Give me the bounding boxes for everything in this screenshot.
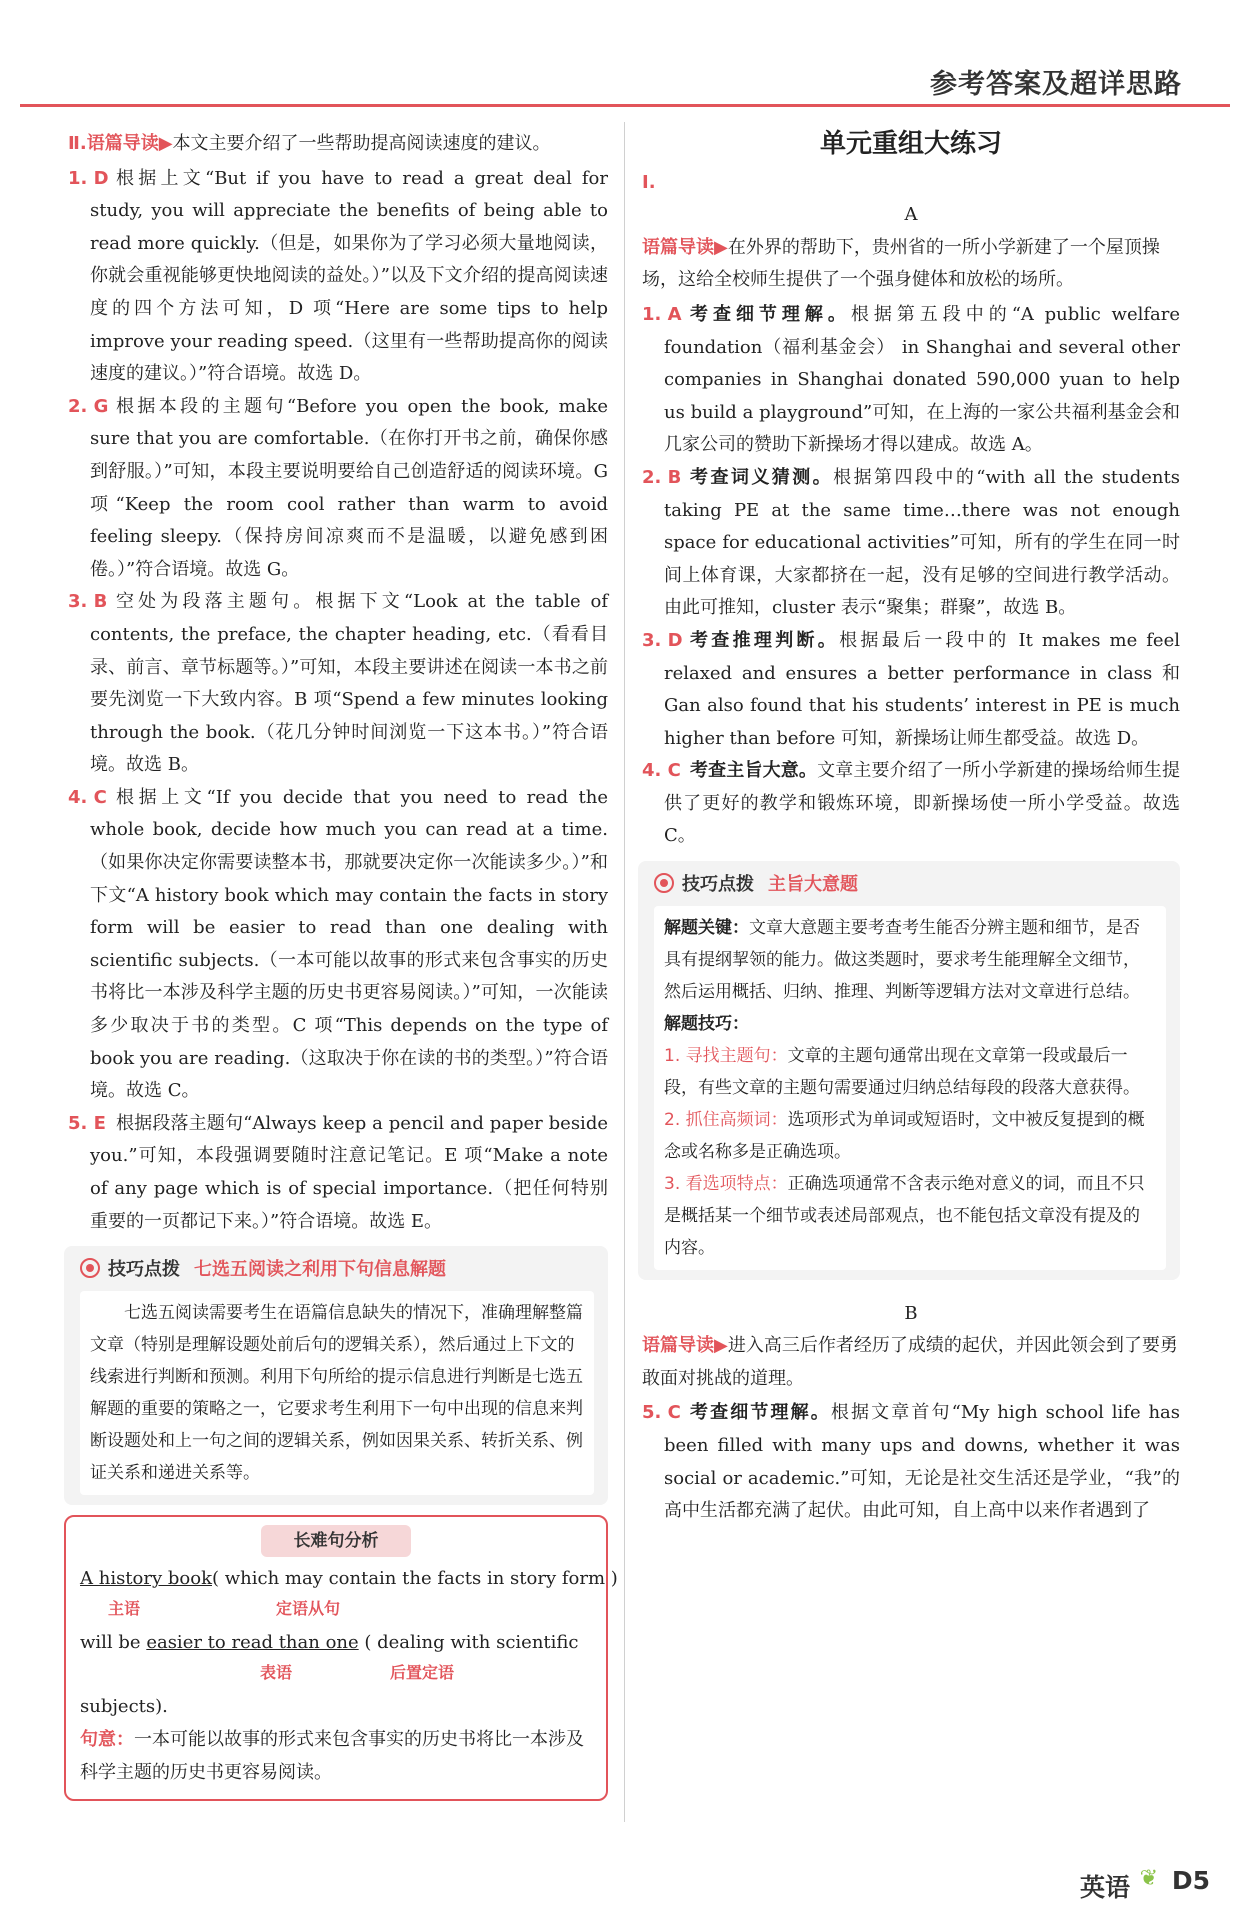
footer-subject: 英语 (1079, 1873, 1130, 1902)
question-type: 考查主旨大意。 (690, 760, 818, 782)
key-text: 文章大意题主要考查考生能否分辨主题和细节，是否具有提纲挈领的能力。做这类题时，要求考生能理解全文细节，然后运用概括、归纳、推理、判断等逻辑方法对文章进行总结。 (664, 917, 1140, 1002)
answer-text: 根据最后一段中的 It makes me feel relaxed and ensures a better performance in class 和 Gan also found that his students’ interest in PE is much higher than before 可知，新操场让师生都受益。故选 D。 (664, 629, 1180, 749)
answer-number: 4. C (642, 760, 681, 782)
header-title: 参考答案及超详思路 (930, 69, 1182, 100)
skill-text: 文章的主题句通常出现在文章第一段或最后一段，有些文章的主题句需要通过归纳总结每段的段落大意获得。 (664, 1045, 1140, 1098)
answer-text: 文章主要介绍了一所小学新建的操场给师生提供了更好的教学和锻炼环境，即新操场使一所小学受益。故选 C。 (664, 760, 1180, 847)
skills-label: 解题技巧： (664, 1013, 749, 1034)
question-type: 考查细节理解。 (690, 1402, 831, 1424)
guide-label: 语篇导读▶ (642, 1335, 728, 1357)
answer-text: 根据上文“If you decide that you need to read the whole book, decide how much you can read at a time.（如果你决定你需要读整本书，那就要决定你一次能读多少。）”和下文“A history book which may contain the facts in story form will be easier to read than one dealing with scientific subjects.（一本可能以故事的形式来包含事实的历史书将比一本涉及科学主题的历史书更容易阅读。）”可知，一次能读多少取决于书的类型。C 项“This depends on the type of book you are reading.（这取决于你在读的书的类型。）”符合语境。故选 C。 (90, 786, 608, 1102)
tip-label: 技巧点拨 (108, 1259, 180, 1281)
answer-text: 根据本段的主题句“Before you open the book, make sure that you are comfortable.（在你打开书之前，确保你感到舒服。）”可知，本段主要说明要给自己创造舒适的阅读环境。G 项“Keep the room cool rather than warm to avoid feeling sleepy.（保持房间凉爽而不是温暖，以避免感到困倦。）”符合语境。故选 G。 (90, 395, 608, 580)
answer-text: 根据文章首句“My high school life has been filled with many ups and downs, whether it was social or academic.”可知，无论是社交生活还是学业，“我”的高中生活都充满了起伏。由此可知，自上高中以来作者遇到了 (664, 1402, 1180, 1522)
target-icon (80, 1258, 100, 1278)
part-a-label: A (904, 204, 918, 226)
clause-phrase: ( which may contain the facts in story form ) (211, 1568, 618, 1590)
question-type: 考查推理判断。 (690, 629, 840, 651)
verb-phrase: will be (80, 1632, 141, 1654)
answer-item (642, 299, 1180, 462)
skill-number: 1. 寻找主题句： (664, 1045, 788, 1066)
question-type: 考查词义猜测。 (690, 466, 834, 488)
question-type: 考查细节理解。 (690, 303, 851, 325)
skill-text: 选项形式为单词或短语时，文中被反复提到的概念或名称多是正确选项。 (664, 1109, 1145, 1162)
guide-label: 语篇导读▶ (86, 133, 173, 154)
answer-number: 4. C (68, 786, 107, 808)
meaning-label: 句意： (80, 1728, 134, 1750)
long-sentence-box (64, 1515, 618, 1801)
answer-text: 空处为段落主题句。根据下文“Look at the table of contents, the preface, the chapter heading, etc.（看看目录、前言、章节标题等。）”可知，本段主要讲述在阅读一本书之前要先浏览一下大致内容。B 项“Spend a few minutes looking through the book.（花几分钟时间浏览一下这本书。）”符合语境。故选 B。 (90, 591, 608, 776)
header-rule (20, 104, 1230, 107)
analysis-line-3: subjects). (80, 1696, 168, 1718)
guide-text: 进入高三后作者经历了成绩的起伏，并因此领会到了要勇敢面对挑战的道理。 (642, 1335, 1178, 1389)
skill-text: 正确选项通常不含表示绝对意义的词，而且不只是概括某一个细节或表述局部观点，也不能包括文章没有提及的内容。 (664, 1173, 1145, 1258)
tip-content (654, 906, 1166, 1270)
answer-item (68, 586, 608, 782)
tag-subject: 主语 (108, 1599, 141, 1619)
predicative-phrase: easier to read than one (146, 1632, 359, 1654)
answer-item (642, 462, 1180, 625)
skill-item (664, 1040, 1156, 1104)
guide-text: 本文主要介绍了一些帮助提高阅读速度的建议。 (172, 133, 551, 154)
long-sentence-tab: 长难句分析 (261, 1525, 411, 1558)
analysis-line-2 (80, 1627, 592, 1691)
answer-text: 根据第五段中的“A public welfare foundation（福利基金会） in Shanghai and several other companies in Shanghai donated 590,000 yuan to help us build a playground”可知，在上海的一家公共福利基金会和几家公司的赞助下新操场才得以建成。故选 A。 (664, 303, 1181, 456)
answer-number: 5. E (68, 1112, 106, 1134)
answer-number: 2. B (642, 466, 682, 488)
answer-item (68, 1108, 608, 1238)
tip-box-right (638, 861, 1180, 1280)
tip-text: 七选五阅读需要考生在语篇信息缺失的情况下，准确理解整篇文章（特别是理解设题处前后句的逻辑关系），然后通过上下文的线索进行判断和预测。利用下句所给的提示信息进行判断是七选五解题的重要的策略之一，它要求考生利用下一句中出现的信息来判断设题处和上一句之间的逻辑关系，例如因果关系、转折关系、例证关系和递进关系等。 (80, 1291, 594, 1495)
tag-postmodifier: 后置定语 (390, 1663, 455, 1683)
target-icon (654, 873, 674, 893)
answer-item (68, 163, 608, 391)
answer-number: 1. A (642, 303, 682, 325)
guide-a (642, 232, 1180, 297)
sentence-meaning (80, 1724, 592, 1789)
tip-header (80, 1254, 594, 1287)
tip-box-left (64, 1246, 608, 1505)
key-label: 解题关键： (664, 917, 749, 938)
tip-label: 技巧点拨 (682, 874, 754, 896)
right-column (642, 128, 1180, 1528)
skill-item (664, 1168, 1156, 1264)
left-column (68, 128, 618, 1801)
answer-number: 1. D (68, 167, 109, 189)
meaning-text: 一本可能以故事的形式来包含事实的历史书将比一本涉及科学主题的历史书更容易阅读。 (80, 1728, 584, 1783)
answer-text: 根据第四段中的“with all the students taking PE at the same time…there was not enough space for educational activities”可知，所有的学生在同一时间上体育课，大家都挤在一起，没有足够的空间进行教学活动。由此可推知，cluster 表示“聚集；群聚”，故选 B。 (664, 466, 1180, 619)
tip-title: 主旨大意题 (768, 874, 858, 896)
column-divider (624, 122, 625, 1822)
left-guide (68, 128, 608, 161)
subject-phrase: A history book (80, 1568, 212, 1590)
answer-number: 3. D (642, 629, 683, 651)
page-number: D5 (1171, 1866, 1210, 1895)
skill-number: 2. 抓住高频词： (664, 1109, 788, 1130)
answer-text: 根据上文“But if you have to read a great deal for study, you will appreciate the benefits of being able to read more quickly.（但是，如果你为了学习必须大量地阅读，你就会重视能够更快地阅读的益处。）”以及下文介绍的提高阅读速度的四个方法可知，D 项“Here are some tips to help improve your reading speed.（这里有一些帮助提高你的阅读速度的建议。）”符合语境。故选 D。 (90, 167, 608, 385)
section-mark-2: Ⅱ. (68, 133, 87, 154)
tag-clause: 定语从句 (276, 1599, 341, 1619)
guide-text: 在外界的帮助下，贵州省的一所小学新建了一个屋顶操场，这给全校师生提供了一个强身健体和放松的场所。 (642, 236, 1160, 291)
leaf-icon: ❦ (1139, 1866, 1158, 1891)
answer-item (642, 1397, 1180, 1527)
tag-predicative: 表语 (260, 1663, 293, 1683)
answer-item (642, 625, 1180, 755)
guide-b (642, 1330, 1180, 1395)
answer-number: 2. G (68, 395, 109, 417)
guide-label: 语篇导读▶ (642, 236, 728, 258)
tip-title: 七选五阅读之利用下句信息解题 (194, 1259, 446, 1281)
answer-number: 3. B (68, 591, 108, 613)
unit-practice-title: 单元重组大练习 (819, 129, 1002, 159)
skill-number: 3. 看选项特点： (664, 1173, 788, 1194)
tip-header (654, 869, 1166, 902)
answer-item (642, 755, 1180, 853)
answer-item (68, 782, 608, 1108)
section-mark-1: Ⅰ. (642, 171, 656, 193)
answer-text: 根据段落主题句“Always keep a pencil and paper beside you.”可知，本段强调要随时注意记笔记。E 项“Make a note of any page which is of special importance.（把任何特别重要的一页都记下来。）”符合语境。故选 E。 (90, 1112, 608, 1232)
part-b-label: B (904, 1302, 918, 1324)
skill-item (664, 1104, 1156, 1168)
postmod-phrase: ( dealing with scientific (364, 1632, 579, 1654)
answer-item (68, 391, 608, 587)
analysis-line-1 (80, 1563, 618, 1627)
answer-number: 5. C (642, 1402, 681, 1424)
